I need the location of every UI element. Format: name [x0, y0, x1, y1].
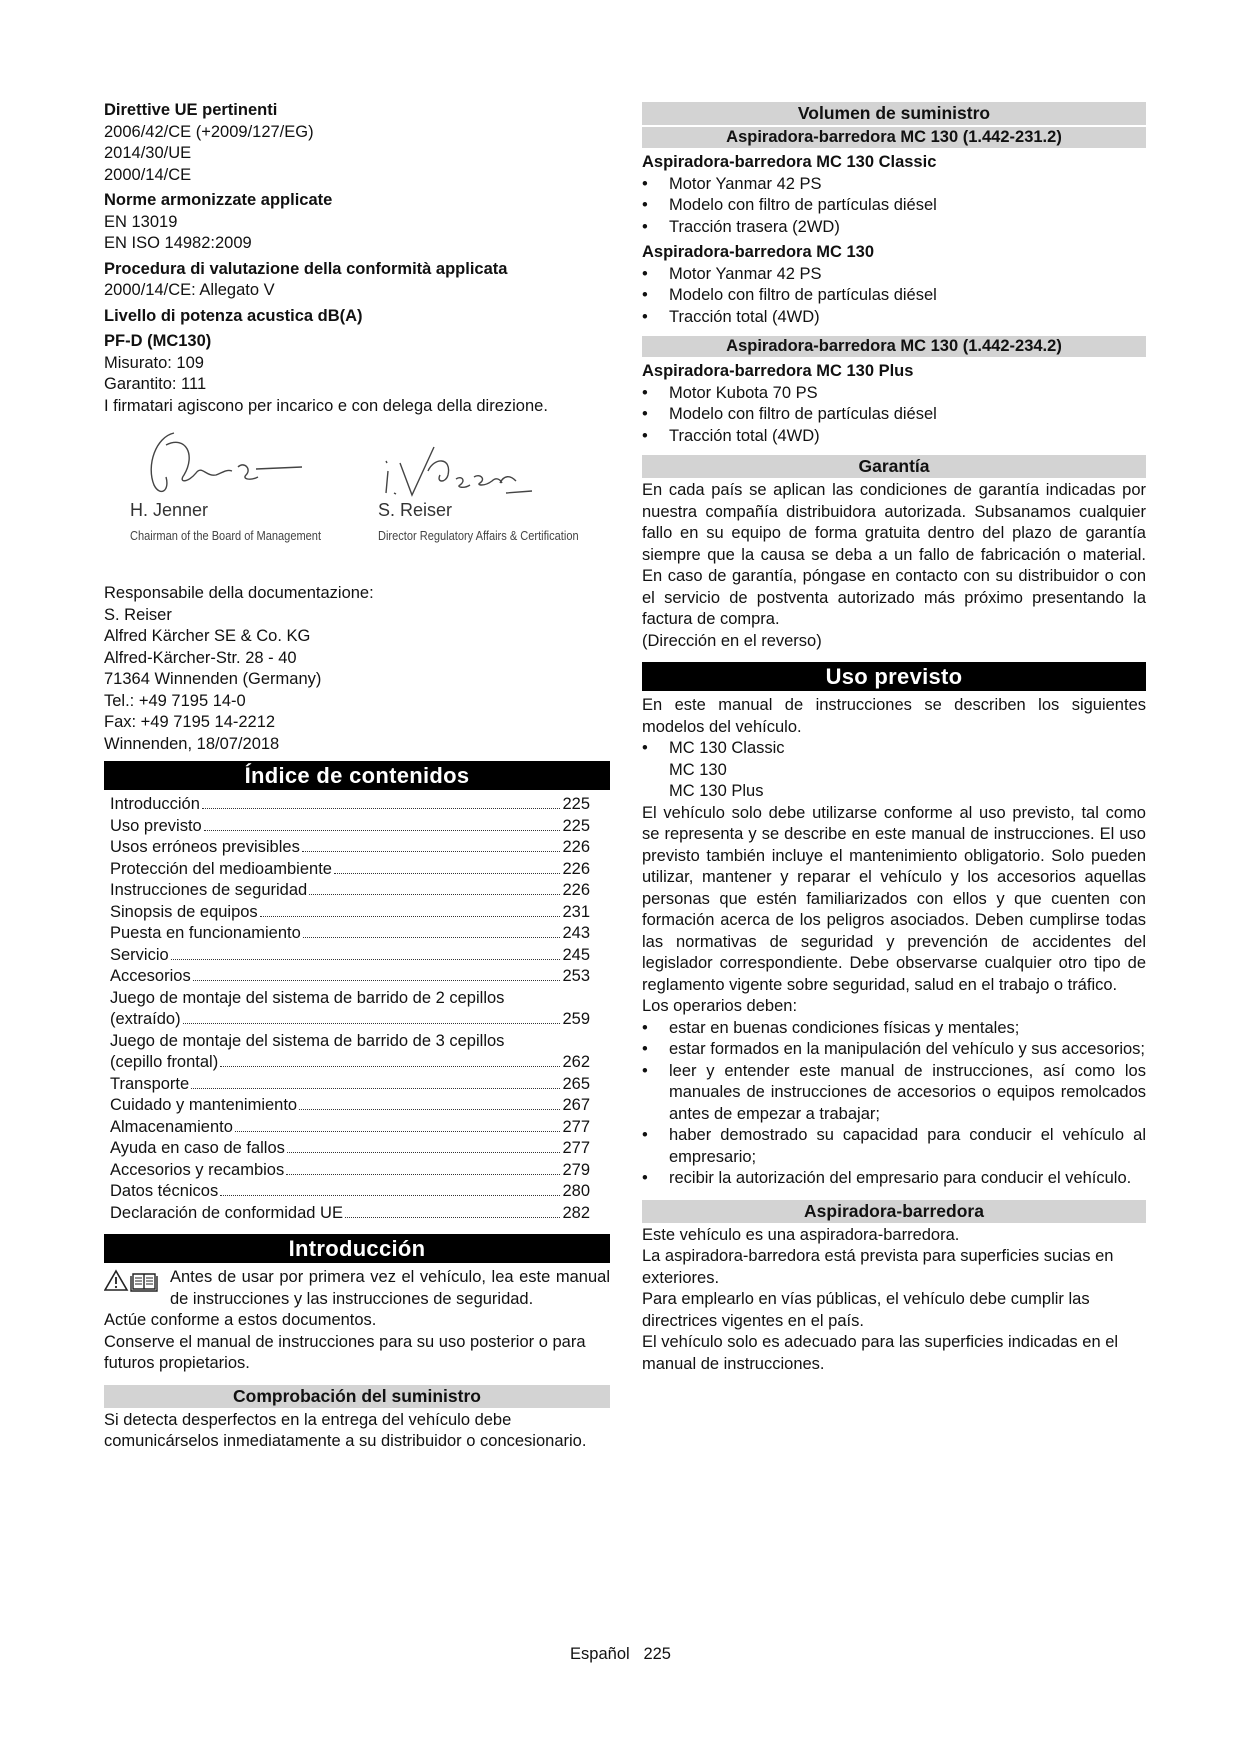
list-item: • Modelo con filtro de partículas diésel — [642, 195, 1146, 217]
directive-line: 2014/30/UE — [104, 144, 192, 162]
procedure-title: Procedura di valutazione della conformità applicata — [104, 259, 508, 278]
page-number: 225 — [643, 1645, 671, 1663]
check-text: Si detecta desperfectos en la entrega del vehículo debe comunicárselos inmediatamente a su distribuidor o concesionario. — [104, 1410, 587, 1450]
intro-paragraph: Conserve el manual de instrucciones para su uso posterior o para futuros propietarios. — [104, 1332, 586, 1372]
classic-title: Aspiradora-barredora MC 130 Classic — [642, 153, 937, 171]
toc-entry[interactable]: Ayuda en caso de fallos 277 — [110, 1139, 590, 1157]
signatory-role: Director Regulatory Affairs & Certification — [378, 528, 579, 543]
address-line: Tel.: +49 7195 14-0 — [104, 691, 246, 710]
handwritten-signature-icon — [126, 425, 306, 505]
operators-title: Los operarios deben: — [642, 997, 798, 1015]
warning-icons — [104, 1267, 170, 1300]
warranty-note: (Dirección en el reverso) — [642, 631, 822, 650]
signatory-name: S. Reiser — [378, 500, 453, 520]
plus-list — [642, 383, 1146, 448]
toc-entry[interactable]: Introducción 225 — [110, 795, 590, 813]
sweeper-line: Este vehículo es una aspiradora-barredora. — [642, 1225, 960, 1244]
list-item: • Tracción trasera (2WD) — [642, 217, 1146, 239]
norm-line: EN 13019 — [104, 212, 178, 231]
list-item: • Motor Kubota 70 PS — [642, 383, 1146, 405]
address-line: 71364 Winnenden (Germany) — [104, 670, 322, 688]
toc-entry[interactable]: Accesorios y recambios 279 — [110, 1160, 590, 1179]
address-line: Alfred-Kärcher-Str. 28 - 40 — [104, 648, 297, 667]
list-item: • Modelo con filtro de partículas diésel — [642, 285, 1146, 307]
sweeper-line: El vehículo solo es adecuado para las superficies indicadas en el manual de instrucciones. — [642, 1333, 1119, 1373]
model-title: PF-D (MC130) — [104, 332, 212, 350]
use-intro: En este manual de instrucciones se describen los siguientes modelos del vehículo. — [642, 696, 1146, 736]
toc-entry[interactable]: Transporte 265 — [110, 1074, 590, 1093]
address-line: S. Reiser — [104, 605, 172, 624]
directive-line: 2000/14/CE — [104, 165, 192, 184]
handwritten-signature-icon — [376, 431, 536, 511]
directive-line: 2006/42/CE (+2009/127/EG) — [104, 122, 314, 141]
supply-subheading: Aspiradora-barredora MC 130 (1.442-231.2) — [642, 127, 1146, 148]
address-line: Fax: +49 7195 14-2212 — [104, 713, 276, 731]
toc-entry[interactable]: Accesorios 253 — [110, 967, 590, 985]
list-item: • Tracción total (4WD) — [642, 307, 1146, 329]
list-item: MC 130 — [669, 760, 727, 779]
footer-language: Español — [570, 1645, 630, 1663]
list-item: • estar formados en la manipulación del vehículo y sus accesorios; — [642, 1039, 1146, 1061]
norm-line: EN ISO 14982:2009 — [104, 234, 252, 252]
intro-paragraph: Actúe conforme a estos documentos. — [104, 1311, 377, 1329]
list-item: • recibir la autorización del empresario para conducir el vehículo. — [642, 1168, 1146, 1190]
toc-entry[interactable]: Puesta en funcionamiento 243 — [110, 924, 590, 942]
signatory-role: Chairman of the Board of Management — [130, 528, 322, 543]
intro-title: Introducción — [104, 1234, 610, 1263]
models-list — [642, 738, 1146, 803]
list-item: • Motor Yanmar 42 PS — [642, 264, 1146, 286]
toc-entry[interactable]: Usos erróneos previsibles 226 — [110, 838, 590, 856]
signatories-note: I firmatari agiscono per incarico e con delega della direzione. — [104, 396, 548, 415]
page-footer — [0, 1645, 1241, 1664]
mc130-list — [642, 264, 1146, 329]
use-title: Uso previsto — [642, 662, 1146, 691]
intro-warning-text: Antes de usar por primera vez el vehículo, lea este manual de instrucciones y las instrucciones de seguridad. — [170, 1268, 610, 1308]
toc-entry[interactable]: Juego de montaje del sistema de barrido de 2 cepillos (extraído) 259 — [110, 988, 590, 1028]
toc-entry[interactable]: Datos técnicos 280 — [110, 1182, 590, 1200]
toc-entry[interactable]: Uso previsto 225 — [110, 816, 590, 835]
list-item: • MC 130 Classic — [642, 738, 1146, 760]
sweeper-title: Aspiradora-barredora — [642, 1200, 1146, 1223]
manual-book-icon — [131, 1274, 157, 1291]
toc-entry[interactable]: Instrucciones de seguridad 226 — [110, 881, 590, 899]
toc-title: Índice de contenidos — [104, 761, 610, 790]
list-item: • Modelo con filtro de partículas diésel — [642, 404, 1146, 426]
supply-title: Volumen de suministro — [642, 102, 1146, 125]
warranty-text: En cada país se aplican las condiciones de garantía indicadas por nuestra compañía distribuidora autorizada. Subsanamos cualquier fallo en su equipo de forma gratuita dentro del plazo de garantía siempre que la causa se deba a un fallo de fabricación o material. En caso de garantía, póngase en contacto con su distribuidor o con el servicio de postventa autorizado más próximo presentando la factura de compra. — [642, 481, 1146, 628]
address-line: Responsabile della documentazione: — [104, 584, 374, 602]
sweeper-line: La aspiradora-barredora está prevista para superficies sucias en exteriores. — [642, 1247, 1114, 1287]
sweeper-line: Para emplearlo en vías públicas, el vehículo debe cumplir las directrices vigentes en el país. — [642, 1290, 1090, 1330]
address-line: Winnenden, 18/07/2018 — [104, 734, 280, 753]
procedure-value: 2000/14/CE: Allegato V — [104, 281, 275, 299]
toc-entry[interactable]: Juego de montaje del sistema de barrido de 3 cepillos (cepillo frontal) 262 — [110, 1031, 590, 1071]
measured-value: Misurato: 109 — [104, 353, 204, 372]
use-text: El vehículo solo debe utilizarse conforme al uso previsto, tal como se representa y se describe en este manual de instrucciones. El uso previsto también incluye el mantenimiento obligatorio. Solo pueden utilizar, mantener y reparar el vehículo y los accesorios aquellas personas que estén familiarizados con ellos y que cuenten con formación acerca de los peligros asociados. Deben cumplirse todas las normativas de seguridad y prevención de accidentes del legislador correspondiente. Debe observarse cualquier otro tipo de reglamento vigente sobre seguridad, salud en el trabajo o tráfico. — [642, 803, 1146, 994]
left-column — [104, 100, 610, 1453]
list-item: • Tracción total (4WD) — [642, 426, 1146, 448]
toc-entry[interactable]: Servicio 245 — [110, 945, 590, 964]
warning-triangle-icon — [105, 1271, 127, 1290]
plus-title: Aspiradora-barredora MC 130 Plus — [642, 362, 914, 380]
intro-warning — [104, 1267, 610, 1310]
toc-entry[interactable]: Declaración de conformidad UE 282 — [110, 1203, 590, 1222]
signatory-name: H. Jenner — [130, 500, 209, 520]
warranty-title: Garantía — [642, 455, 1146, 478]
list-item: • Motor Yanmar 42 PS — [642, 174, 1146, 196]
guaranteed-value: Garantito: 111 — [104, 375, 207, 393]
toc-entry[interactable]: Almacenamiento 277 — [110, 1117, 590, 1136]
list-item: MC 130 Plus — [669, 782, 764, 800]
check-title: Comprobación del suministro — [104, 1385, 610, 1408]
sound-title: Livello di potenza acustica dB(A) — [104, 306, 363, 325]
classic-list — [642, 174, 1146, 239]
signatures-block — [104, 425, 610, 577]
operators-list — [642, 1018, 1146, 1190]
directives-title: Direttive UE pertinenti — [104, 101, 278, 119]
mc130-title: Aspiradora-barredora MC 130 — [642, 243, 874, 261]
address-line: Alfred Kärcher SE & Co. KG — [104, 627, 311, 645]
right-column — [642, 100, 1146, 1375]
toc-entry[interactable]: Protección del medioambiente 226 — [110, 859, 590, 878]
norms-title: Norme armonizzate applicate — [104, 191, 333, 209]
table-of-contents — [104, 794, 610, 1224]
supply-subheading: Aspiradora-barredora MC 130 (1.442-234.2) — [642, 336, 1146, 357]
toc-entry[interactable]: Sinopsis de equipos 231 — [110, 902, 590, 921]
toc-entry[interactable]: Cuidado y mantenimiento 267 — [110, 1096, 590, 1114]
list-item: • leer y entender este manual de instrucciones, así como los manuales de instrucciones de accesorios o equipos remolcados antes de empezar a trabajar; — [642, 1061, 1146, 1126]
list-item: • estar en buenas condiciones físicas y mentales; — [642, 1018, 1146, 1040]
list-item: • haber demostrado su capacidad para conducir el vehículo al empresario; — [642, 1125, 1146, 1168]
